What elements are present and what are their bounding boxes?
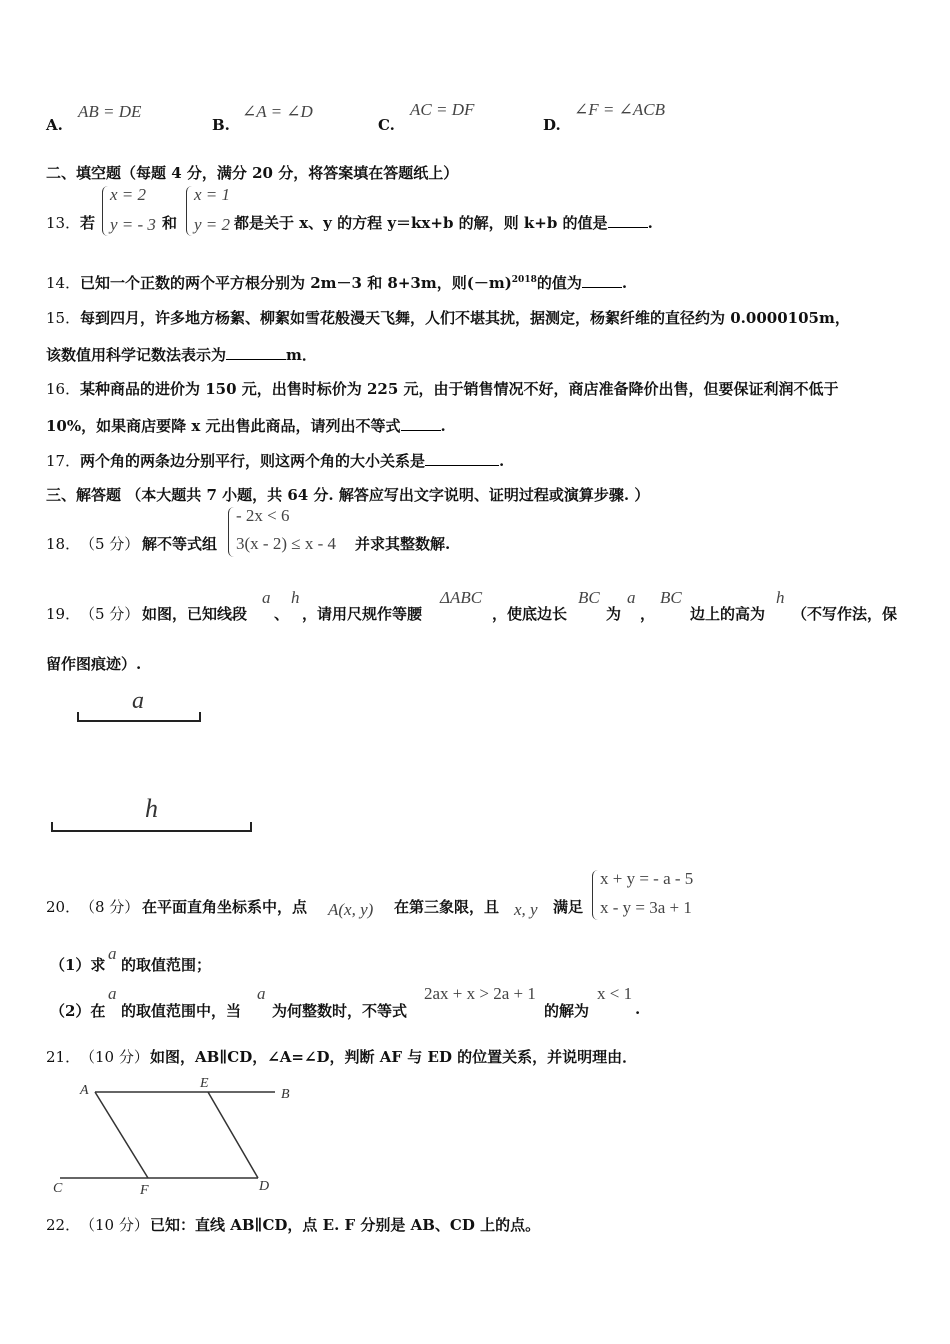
q13-sys1-line1: x = 2 (110, 185, 147, 204)
q20-part2-e: . (635, 1000, 641, 1018)
q16-number: 16． (46, 380, 81, 398)
q19-sep: 、 (274, 605, 290, 623)
q19-line2: 留作图痕迹）. (46, 655, 142, 673)
option-b-label: B. (212, 116, 230, 134)
q14-text: 已知一个正数的两个平方根分别为 2m－3 和 8+3m，则$(-m)^{2018}$的值为 . (80, 274, 628, 292)
q13-and: 和 (162, 214, 178, 232)
q17-number: 17． (46, 452, 81, 470)
q13-sys2-line1: x = 1 (194, 185, 231, 204)
q19-t2: ，请用尺规作等腰 (302, 605, 423, 623)
q19-triangle: ΔABC (440, 588, 483, 607)
q20-sys-line2: x - y = 3a + 1 (600, 898, 692, 917)
option-b-expr: ∠A = ∠D (242, 102, 313, 121)
q19-a: a (262, 588, 271, 607)
q20-part2-a: （2）在 (50, 1002, 106, 1020)
q15-line2: 该数值用科学记数法表示为 m． (46, 346, 317, 364)
q20-solution: x < 1 (597, 984, 633, 1003)
q19-number: 19． (46, 605, 81, 623)
q20-point: A(x, y) (328, 900, 374, 919)
q20-t1: 在平面直角坐标系中，点 (142, 898, 308, 916)
q20-part2-d: 的解为 (544, 1002, 590, 1020)
q19-a2: a (627, 588, 636, 607)
point-label-b: B (281, 1087, 290, 1102)
line-ed (208, 1092, 258, 1178)
q20-part2-var2: a (257, 984, 266, 1003)
q20-score: （8 分） (80, 898, 140, 916)
q21-number: 21． (46, 1048, 81, 1066)
point-label-f: F (140, 1183, 149, 1198)
q21-text: 如图，AB∥CD，∠A=∠D，判断 AF 与 ED 的位置关系，并说明理由． (150, 1048, 638, 1066)
option-d-label: D. (543, 116, 561, 134)
q16-line1: 某种商品的进价为 150 元，出售时标价为 225 元，由于销售情况不好，商店准备降价出售，但要保证利润不低于 (80, 380, 839, 398)
q20-sys-line1: x + y = - a - 5 (600, 869, 694, 888)
q19-t3: ，使底边长 (492, 605, 568, 623)
q16-line2: 10%，如果商店要降 x 元出售此商品，请列出不等式 . (46, 417, 446, 435)
q19-t5: ， (640, 605, 656, 623)
segment-h-tick-right (250, 822, 252, 832)
segment-a-tick-right (199, 712, 201, 722)
q18-score: （5 分） (80, 535, 140, 553)
q19-h2: h (776, 588, 785, 607)
q18-line1: - 2x < 6 (236, 506, 290, 525)
q13-brace-2 (186, 186, 193, 236)
option-c-expr: AC = DF (410, 100, 475, 119)
q22-number: 22． (46, 1216, 81, 1234)
q15-line1: 每到四月，许多地方杨絮、柳絮如雪花般漫天飞舞，人们不堪其扰，据测定，杨絮纤维的直径约为 0.0000105m， (80, 309, 850, 327)
segment-a-label: a (132, 688, 144, 714)
q20-inequality: 2ax + x > 2a + 1 (424, 984, 536, 1003)
q13-pre: 若 (80, 214, 96, 232)
q20-part2-var1: a (108, 984, 117, 1003)
q20-xy: x, y (514, 900, 538, 919)
q19-bc2: BC (660, 588, 682, 607)
q18-brace (228, 507, 235, 557)
q19-h: h (291, 588, 300, 607)
option-d-expr: ∠F = ∠ACB (574, 100, 665, 119)
q20-t3: 满足 (553, 898, 584, 916)
option-a-expr: AB = DE (78, 102, 142, 121)
q13-text: 都是关于 x、y 的方程 y＝kx+b 的解，则 k+b 的值是 . (234, 214, 653, 232)
q19-t1: 如图，已知线段 (142, 605, 248, 623)
point-label-e: E (200, 1076, 209, 1091)
q20-part1-a: （1）求 (50, 956, 106, 974)
q18-post: 并求其整数解. (355, 535, 451, 553)
q19-t6: 边上的高为 (690, 605, 766, 623)
q13-brace-1 (102, 186, 109, 236)
segment-a-tick-left (77, 712, 79, 722)
q20-part1-b: 的取值范围； (121, 956, 212, 974)
q19-score: （5 分） (80, 605, 140, 623)
q13-number: 13． (46, 214, 81, 232)
q20-part2-c: 为何整数时，不等式 (272, 1002, 408, 1020)
segment-h-line (51, 830, 252, 832)
q13-sys1-line2: y = - 3 (110, 215, 156, 234)
q20-part1-var: a (108, 944, 117, 963)
q20-part2-b: 的取值范围中，当 (121, 1002, 242, 1020)
section-2-title: 二、填空题（每题 4 分，满分 20 分，将答案填在答题纸上） (46, 164, 459, 182)
q20-number: 20． (46, 898, 81, 916)
segment-h-label: h (145, 794, 158, 823)
q20-t2: 在第三象限，且 (394, 898, 500, 916)
q22-score: （10 分） (80, 1216, 149, 1234)
segment-h-tick-left (51, 822, 53, 832)
q22-text: 已知：直线 AB∥CD，点 E. F 分别是 AB、CD 上的点。 (150, 1216, 541, 1234)
q20-brace (592, 870, 599, 920)
line-af (95, 1092, 148, 1178)
point-label-c: C (53, 1181, 63, 1196)
q18-pre: 解不等式组 (142, 535, 218, 553)
q19-bc: BC (578, 588, 600, 607)
q14-number: 14． (46, 274, 81, 292)
option-c-label: C. (378, 116, 395, 134)
q15-number: 15． (46, 309, 81, 327)
q21-score: （10 分） (80, 1048, 149, 1066)
q21-figure (40, 1070, 320, 1200)
q19-t4: 为 (606, 605, 622, 623)
q18-number: 18． (46, 535, 81, 553)
q13-sys2-line2: y = 2 (194, 215, 231, 234)
section-3-title: 三、解答题 （本大题共 7 小题，共 64 分. 解答应写出文字说明、证明过程或演算步骤. ） (46, 486, 650, 504)
q19-t7: （不写作法，保 (792, 605, 898, 623)
option-a-label: A. (46, 116, 63, 134)
q17-text: 两个角的两条边分别平行，则这两个角的大小关系是 . (80, 452, 505, 470)
q18-line2: 3(x - 2) ≤ x - 4 (236, 534, 336, 553)
point-label-d: D (259, 1179, 270, 1194)
segment-a-line (77, 720, 201, 722)
point-label-a: A (80, 1083, 89, 1098)
